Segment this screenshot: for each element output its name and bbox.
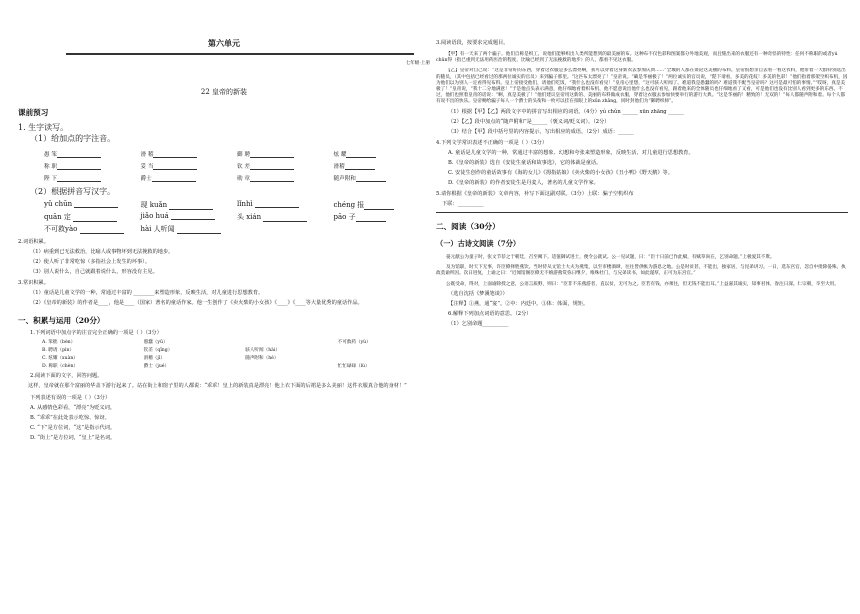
mc2-option: D. “街上”是方位词，“皇上”是名词。 (30, 434, 116, 441)
divider (436, 212, 848, 213)
poem-paragraph: 晏元献公为童子时，张文节荐之于朝廷，召至阙下。适值御试进士，便令公就试。公一见试题，曰：“臣十日前已作此赋，有赋草尚在，乞别命题。”上极爱其不欺。 (446, 254, 775, 260)
q4-option: B.《皇帝的新装》选自《安徒生童话和故事选》，它的体裁是童话。 (448, 160, 602, 167)
mc1-option: 忙忙碌碌（lù） (337, 363, 370, 369)
poem-source: （选自沈括《梦溪笔谈》） (448, 290, 508, 297)
passage-yi: 【乙】皇帝对自己说：“这是非常好的东西，穿着这衣服是多么漂亮啊，我可以穿着这身新衣去参加庆典……”全城的人都在谈论这美丽的布料。皇帝很想亲自去看一看这衣料，他带着一大群特别选出的随员，（其中包括已经看过的那两位诚实的官员）来到骗子那里。“这匹布太漂亮了！”皇帝说。“确是华丽极了！”两位诚实的官员说，“陛下请看，多美的花纹！多美的色彩！”他们指着那架空织布机，因为他们以为别人一定看得见布料。皇上帝接受他们，请他们吃饭，“我什么也没有看见！”皇帝心里想，“这可骇人听闻了。难道我是愚蠢的吗？难道我不配当皇帝吗？这可是最可怕的事情。”“哎呀，真是美极了！”皇帝说，“我十二分地满意！”于是他点头表示满意，他仔细地看着织布机，他不愿意说出他什么也没有看见，跟着他来的全体随员也仔细地看了又看，可是他们也没有比别人看到更多的东西。不过，他们也照着皇帝的话说：“啊，真是美极了！”他们建议皇帝用这新的、美丽的布料做成衣服，穿着这衣服去参加快要举行的游行大典。“这是华丽的！精致的！无双的！”每人都随声附和着。每个人都有说不出的快乐。皇帝赐给骗子每人一个爵士的头衔和一枚可以挂在扣眼上的xūn zhāng，同时封他们为“御聘织师”。 (436, 68, 848, 105)
pinyin-item: chéng 报 (334, 200, 431, 210)
q3-item: （2）《皇帝的新装》的作者是____，他是____（国家）著名的童话作家。他一生创作了《卖火柴的小女孩》《____》《____等大量优秀的童话作品。 (30, 299, 363, 306)
sub-question: （3）结合【甲】段中括号里的内容提示，写出相应的成语。（2分）成语：______ (448, 129, 634, 136)
header-rule (66, 53, 414, 55)
mc1-option: 滑稽（jī） (143, 355, 165, 361)
mc1-option: 爵士（jué） (143, 363, 170, 369)
poem-paragraph: 公既受命，得对，上面谕除授之意，公语言质野，则曰：“臣非不乐燕游者，直以贫，无可为之。臣若有钱，亦须往，但无钱不能出耳。”上益嘉其诚实，知事君体，眷注日深。仁宗朝，卒至大用。 (446, 281, 839, 287)
pinyin-grid (44, 200, 430, 234)
zhuyin-item: 愚 笨 (44, 150, 141, 158)
sub-question: （1）根据【甲】【乙】两段文字中的拼音写出相应的词语。（4分）yú chǔn ______ xūn zhāng ______ (448, 109, 684, 116)
q4-option: C. 安徒生创作的童话故事有《海的女儿》《拇指姑娘》《卖火柴的小女孩》《丑小鸭》《野天鹅》等。 (448, 170, 673, 177)
mc1-option: 愚蠢（yǔ） (143, 339, 168, 345)
mc1-option (245, 363, 337, 369)
q2-heading: 2.词语积累。 (18, 238, 49, 245)
q6-item: （1）乞别命题__________ (448, 320, 509, 327)
right-column (436, 40, 848, 328)
mc1-option: A. 笨拙（bèn） (42, 339, 76, 345)
q3-item: （1）童话是儿童文学的一种，常通过丰富的 ________来塑造形象，反映生活，对儿童进行思想教育。 (30, 289, 264, 296)
q6-heading: 6.解释下列加点词语的意思。（2分） (448, 310, 532, 317)
mc1-options (42, 339, 430, 369)
q2-item: （3）别人说什么，自己就跟着说什么，形容没有主见。 (30, 268, 158, 275)
q3-heading: 3.常识积累。 (18, 279, 49, 286)
unit-title: 第六单元 (208, 38, 240, 48)
mc1-option (338, 355, 430, 361)
zhuyin-item: 陛 下 (44, 174, 141, 182)
zhuyin-item: 勋 章 (237, 174, 334, 182)
mc1-option: B. 聘请（pìn） (42, 347, 75, 353)
mc1-question: 1.下列词语中加点字的注音完全正确的一项是（ ）（3分） (30, 329, 162, 336)
pinyin-item: yǔ chūn (44, 200, 141, 210)
grade-label: 七年级·上册 (405, 60, 430, 66)
q1-heading: 1. 生字读写。 (18, 122, 69, 132)
zhuyin-item: 滑 稽 (141, 150, 238, 158)
zhuyin-item: 御 聘 (237, 150, 334, 158)
passage-jia: 【甲】有一天来了两个骗子。他们自称是织工，说他们能够织出人类所能想到的最美丽的布。这种布不仅色彩和图案都分外地美观，而且缝出来的衣服还有一种奇怪的特性：任何不称职的或者yú chǔn得（指已重到无法用药医治的程度，比喻已经到了无法挽救的地步）的人，都看不见这衣服。 (436, 52, 838, 64)
mc2-passage: 这样，皇帝就在那个富丽的华盖下游行起来了。站在街上和窗子里的人都说：“乖乖！皇上的新装真是漂亮！他上衣下面的后裙是多么美丽！这件衣服真合他的身材！” (28, 382, 407, 389)
q5-blank: 下联：__________ (442, 201, 484, 208)
pinyin-item: quān 定 (44, 212, 141, 222)
zhuyin-item: 随声附和 (334, 174, 431, 182)
mc1-option (245, 339, 337, 345)
zhuyin-item: 滑稽 (334, 162, 431, 170)
pinyin-item: hài 人听闻 (141, 224, 238, 234)
q1-1-heading: （1）给加点的字注音。 (30, 133, 116, 143)
zhuyin-item: 炫 耀 (334, 150, 431, 158)
mc1-option: C. 炫耀（xuàn） (42, 355, 78, 361)
mc2-option: B. “乖乖”在此处表示吃惊、惊讶。 (30, 414, 110, 421)
poem-notes: 【注释】①燕，通“宴”。②中：内廷中。③体：体面，规矩。 (448, 300, 589, 307)
q2-item: （2）使人听了非常吃惊（多指社会上发生的坏事）。 (30, 258, 151, 265)
mc1-option: 钦差（qīng） (143, 347, 173, 353)
q1-2-heading: （2）根据拼音写汉字。 (30, 186, 116, 196)
mc1-option: 随声附和（hé） (245, 355, 279, 361)
mc2-question: 下列表述有误的一项是（ ）（3分） (30, 394, 111, 401)
r-q3-heading: 3.阅读语段，按要求完成题目。 (436, 40, 509, 46)
zhuyin-item: 称 职 (44, 162, 141, 170)
r-q5-heading: 5.请你根据《皇帝的新装》文章内容，补写下面这副对联。（3分）上联：骗子空机织布 (436, 191, 634, 198)
zhuyin-item: 爵士 (141, 174, 238, 182)
section2-heading: 二、阅读（30分） (436, 222, 500, 232)
pinyin-item: 现 kuǎn (141, 200, 238, 210)
pinyin-item: jiǎo huá (141, 212, 238, 222)
q2-item: （1）病重到已无法救治，比喻人或事物坏到无法挽救的地步。 (30, 248, 174, 255)
mc1-option: 不可救药（yù） (337, 339, 371, 345)
zhuyin-item: 钦 差 (237, 162, 334, 170)
mc1-option: 骇人听闻（hài） (245, 347, 280, 353)
q4-option: D.《皇帝的新装》的作者安徒生是丹麦人，著名的儿童文学作家。 (448, 180, 599, 187)
pinyin-item: lǐnhì (237, 200, 334, 210)
pinyin-item: 不可救yào (44, 224, 141, 234)
pinyin-item: pāo 子 (334, 212, 431, 222)
mc1-option: D. 称职（chèn） (42, 363, 79, 369)
mc1-option (338, 347, 430, 353)
left-column (18, 30, 430, 442)
mc2-heading: 2.阅读下面的文字，回答问题。 (30, 372, 103, 379)
r-q4-heading: 4.下列文学常识表述不正确的一项是（ ）（3分） (436, 140, 548, 147)
mc2-option: C. “下”是方位词，“这”是指示代词。 (30, 424, 116, 431)
q4-option: A. 童话是儿童文学的一种，常通过丰富的想象、幻想和夸张来塑造形象，反映生活，对儿童进行思想教育。 (448, 150, 694, 157)
lesson-title: 22 皇帝的新装 (200, 87, 248, 96)
poem-paragraph: 及为馆职，时天下无事，许臣僚择胜燕饮。当时侍从文馆士大夫为燕集，以至市楼酒肆，往往皆供帐为游息之地。公是时贫甚，不能出，独家居，与昆弟讲习。一日，选东宫官，忽自中批除晏殊。执政莫谕所因。次日进复，上谕之曰：“近闻馆阁臣僚无不嬉游燕赏弥日继夕，唯殊杜门，与兄弟读书，如此谨厚，正可为东宫官。” (436, 265, 846, 277)
pinyin-item: 头 xián (237, 212, 334, 222)
zhuyin-grid (44, 150, 430, 182)
section2-sub-heading: （一）古诗文阅读（7分） (436, 239, 521, 249)
section1-heading: 一、积累与运用（20分） (18, 315, 105, 325)
mc2-option: A. 从感情色彩看，“漂亮”为贬义词。 (30, 404, 115, 411)
sub-question: （2）【乙】段中加点的“随声附和”是______（褒义词/贬义词）。（2分） (448, 119, 610, 126)
pre-study-heading: 课前预习 (18, 107, 49, 117)
zhuyin-item: 妥 当 (141, 162, 238, 170)
